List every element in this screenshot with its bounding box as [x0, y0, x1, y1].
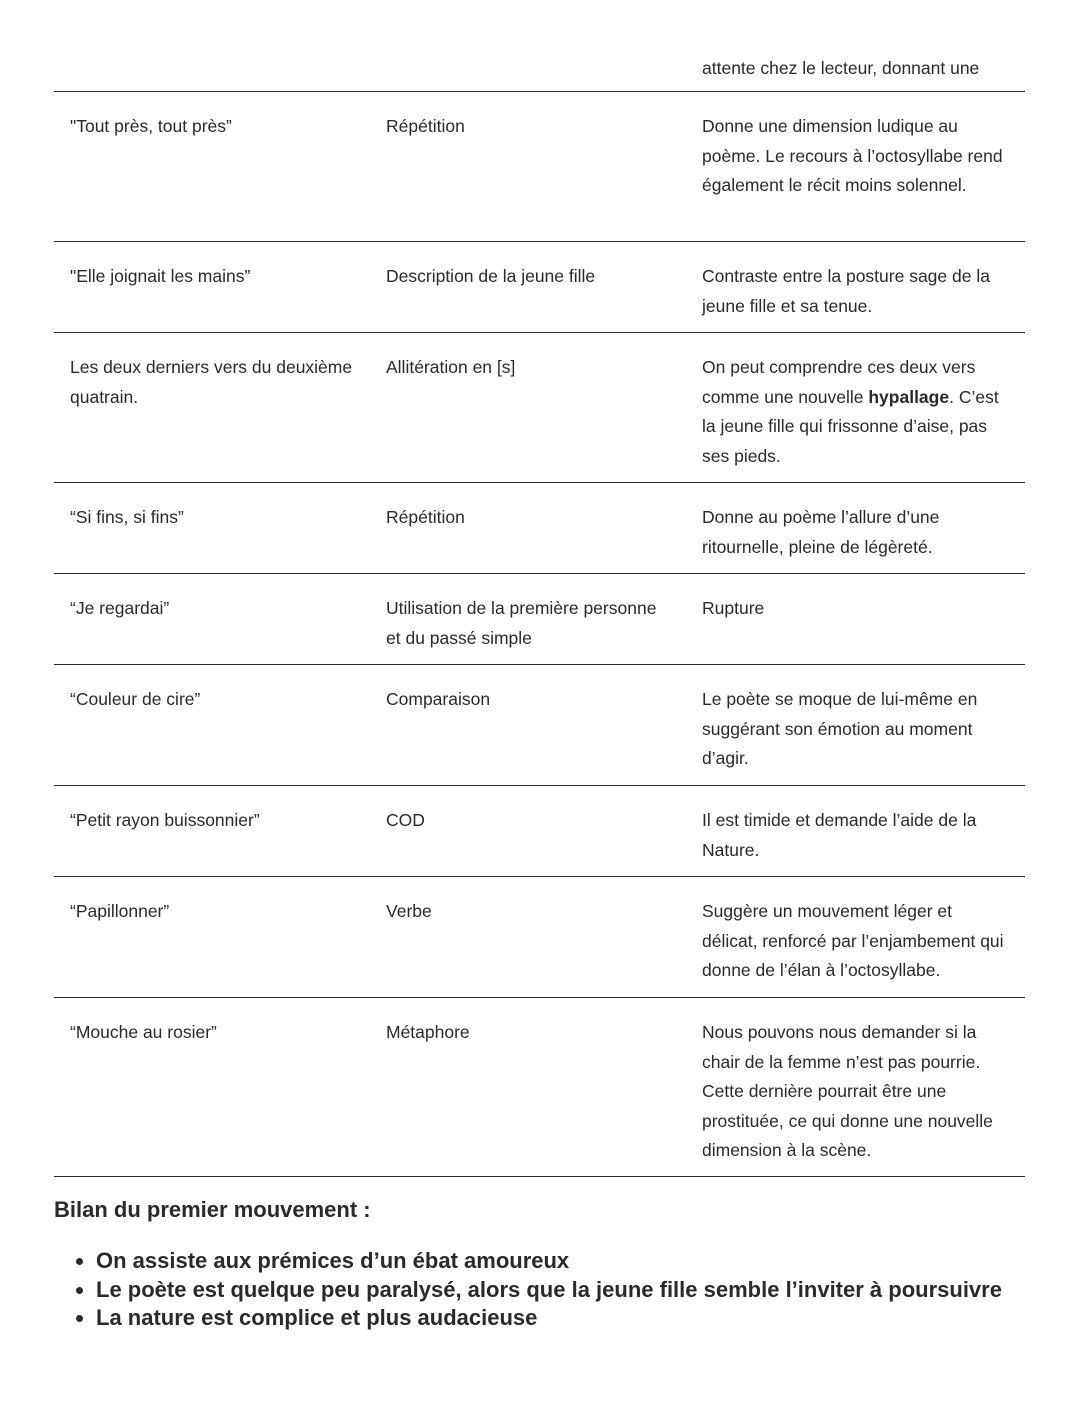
- table-cell-quote: “Si fins, si fins”: [70, 507, 184, 527]
- table-cell-quote: “Je regardai”: [70, 598, 170, 618]
- table-row: [54, 333, 1025, 483]
- table-row: [54, 92, 1025, 242]
- table-row: [54, 998, 1025, 1177]
- table-cell-device: Répétition: [386, 507, 465, 527]
- table-cell-device: Répétition: [386, 116, 465, 136]
- table-cell-device: COD: [386, 810, 425, 830]
- interpretation-emphasis: hypallage: [868, 386, 950, 407]
- table-cell-interpretation: [686, 353, 1025, 482]
- table-cell-interpretation: Nous pouvons nous demander si la chair de la femme n’est pas pourrie. Cette dernière pourrait être une prostituée, ce qui donne une nouvelle dimension à la scène.: [702, 1022, 993, 1160]
- table-cell-device: Comparaison: [386, 689, 491, 709]
- table-cell-interpretation: Contraste entre la posture sage de la jeune fille et sa tenue.: [702, 266, 990, 316]
- table-cell-quote: “Couleur de cire”: [70, 689, 201, 709]
- table-cell-quote: "Elle joignait les mains”: [70, 266, 251, 286]
- table-row: [54, 786, 1025, 877]
- table-cell-device: Utilisation de la première personne et du passé simple: [386, 598, 657, 648]
- table-row: [54, 0, 1025, 92]
- table-cell-device: Verbe: [386, 901, 432, 921]
- table-row: [54, 242, 1025, 333]
- table-row: [54, 574, 1025, 665]
- list-item: • Le poète est quelque peu paralysé, alors que la jeune fille semble l’inviter à poursuivre: [96, 1276, 1014, 1305]
- table-cell-quote: Les deux derniers vers du deuxième quatrain.: [70, 357, 353, 407]
- table-cell-quote: “Petit rayon buissonnier”: [70, 810, 260, 830]
- table-cell-device: [370, 53, 686, 91]
- table-cell-interpretation: Le poète se moque de lui-même en suggérant son émotion au moment d’agir.: [702, 689, 978, 768]
- table-cell-device: Allitération en [s]: [386, 357, 516, 377]
- table-row: [54, 483, 1025, 574]
- table-cell-interpretation: attente chez le lecteur, donnant une: [702, 58, 980, 78]
- table-cell-interpretation: Donne au poème l’allure d’une ritournelle, pleine de légèreté.: [702, 507, 940, 557]
- table-row: [54, 665, 1025, 786]
- interpretation-text: . C’est la jeune fille qui frissonne d’aise, pas ses pieds.: [702, 386, 999, 466]
- table-row: [54, 877, 1025, 998]
- summary-title: Bilan du premier mouvement :: [54, 1197, 371, 1222]
- table-cell-quote: "Tout près, tout près”: [70, 116, 232, 136]
- table-cell-quote: “Papillonner”: [70, 901, 170, 921]
- table-cell-interpretation: Rupture: [702, 598, 765, 618]
- table-cell-interpretation: Il est timide et demande l’aide de la Nature.: [702, 810, 977, 860]
- table-cell-device: Description de la jeune fille: [386, 266, 596, 286]
- table-cell-device: Métaphore: [386, 1022, 470, 1042]
- table-cell-quote: [54, 53, 370, 91]
- table-cell-interpretation: Suggère un mouvement léger et délicat, renforcé par l’enjambement qui donne de l’élan à l’octosyllabe.: [702, 901, 1004, 980]
- summary-section: [54, 1193, 1014, 1333]
- analysis-table: [54, 0, 1025, 1177]
- table-cell-interpretation: Donne une dimension ludique au poème. Le recours à l’octosyllabe rend également le récit moins solennel.: [702, 116, 1003, 195]
- table-cell-quote: “Mouche au rosier”: [70, 1022, 217, 1042]
- list-item: • La nature est complice et plus audacieuse: [96, 1304, 1014, 1333]
- summary-list: [54, 1247, 1014, 1333]
- list-item: • On assiste aux prémices d’un ébat amoureux: [96, 1247, 1014, 1276]
- interpretation-text: On peut comprendre ces deux vers comme une nouvelle: [702, 357, 976, 407]
